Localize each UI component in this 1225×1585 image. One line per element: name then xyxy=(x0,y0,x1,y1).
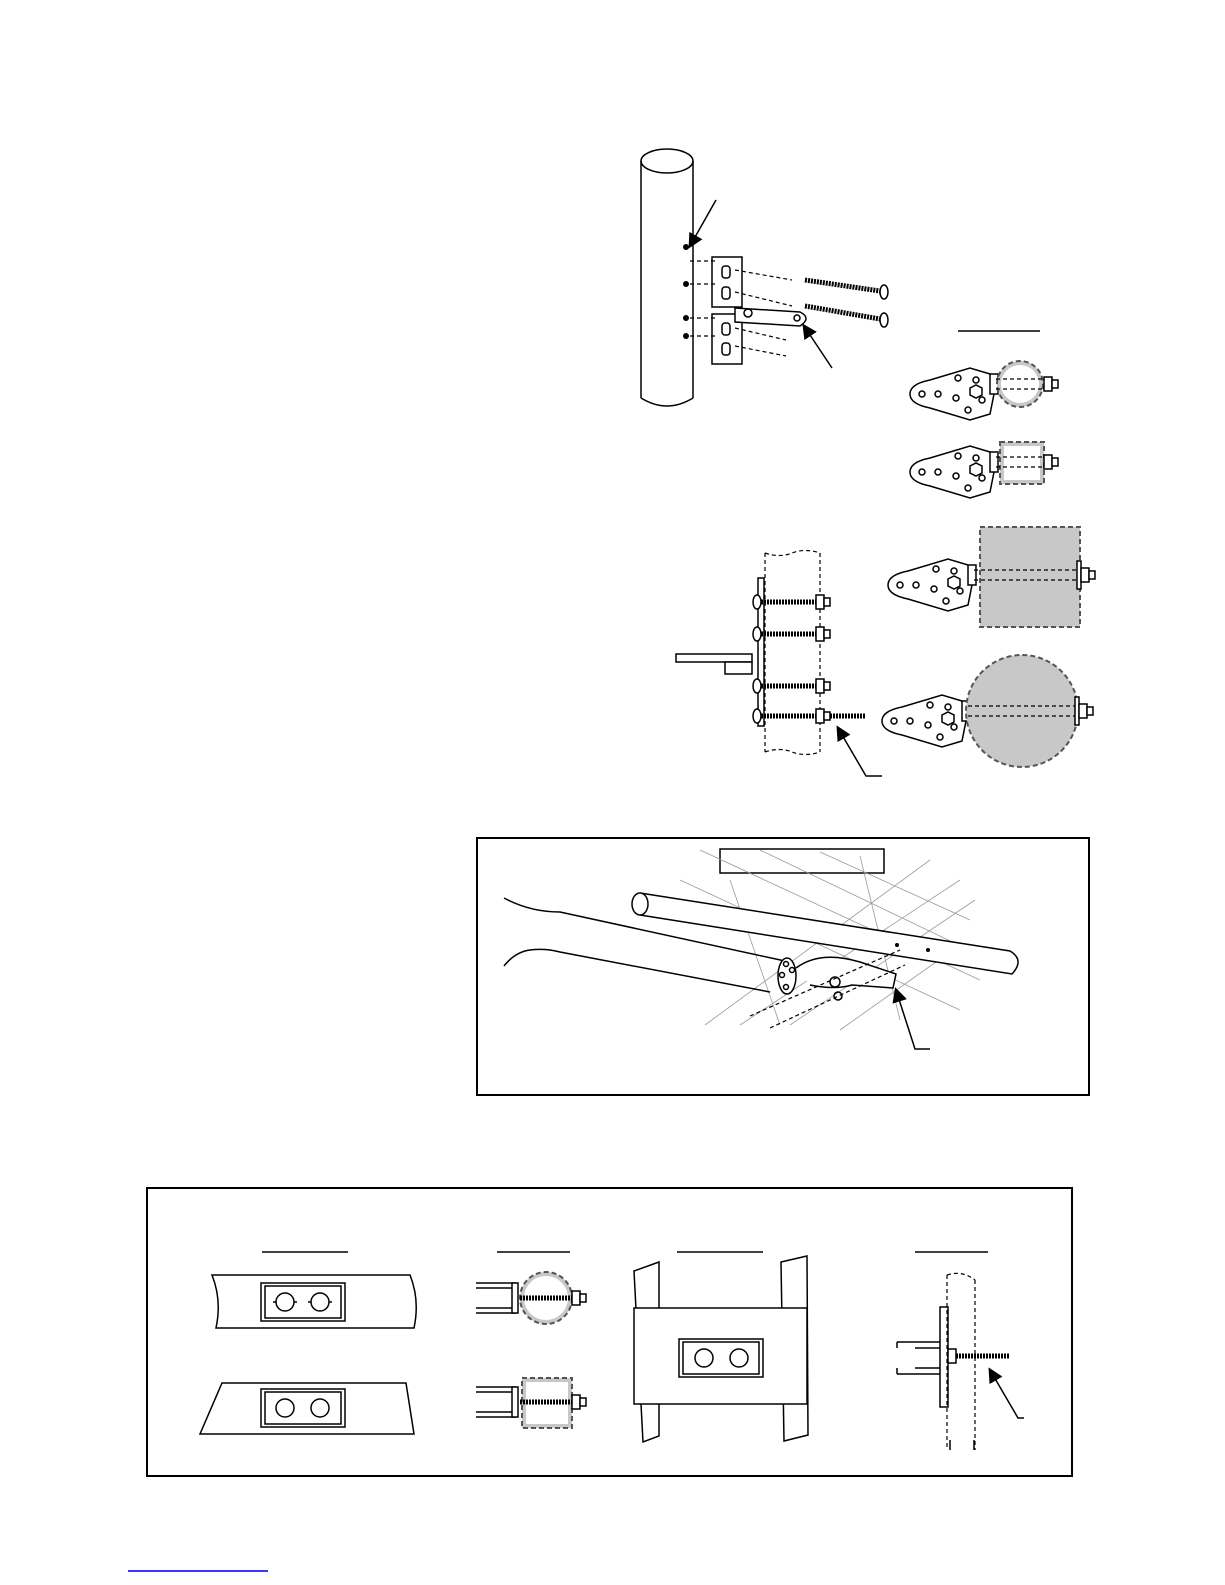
mast-options-large xyxy=(882,527,1095,767)
flat-plate-icon xyxy=(200,1383,414,1434)
strap-plate-icon xyxy=(634,1256,808,1442)
arrow-icon xyxy=(804,326,832,368)
arrow-icon xyxy=(690,200,716,246)
large-square-post-icon xyxy=(888,527,1095,627)
round-tube-plate-icon xyxy=(212,1275,416,1328)
square-mast-icon xyxy=(476,1378,586,1428)
pole-icon xyxy=(641,149,693,406)
bottom-panel xyxy=(147,1188,1072,1476)
square-mast-icon xyxy=(910,442,1058,498)
round-mast-icon xyxy=(910,361,1058,420)
inset-label-box xyxy=(720,849,884,873)
mast-options-top xyxy=(910,331,1058,498)
arrow-icon xyxy=(896,990,930,1049)
tripod-inset xyxy=(477,838,1089,1095)
side-bolt-icon xyxy=(897,1273,1010,1450)
large-round-post-icon xyxy=(882,655,1093,767)
lag-bolt-icon xyxy=(805,280,888,327)
arrow-icon xyxy=(838,728,882,776)
footer-rule xyxy=(128,1570,268,1573)
wall-side-view xyxy=(676,551,882,777)
round-mast-icon xyxy=(476,1272,586,1324)
arrow-icon xyxy=(990,1370,1024,1418)
bracket-icon xyxy=(712,257,806,364)
wall-pole-mount-figure xyxy=(641,149,888,406)
